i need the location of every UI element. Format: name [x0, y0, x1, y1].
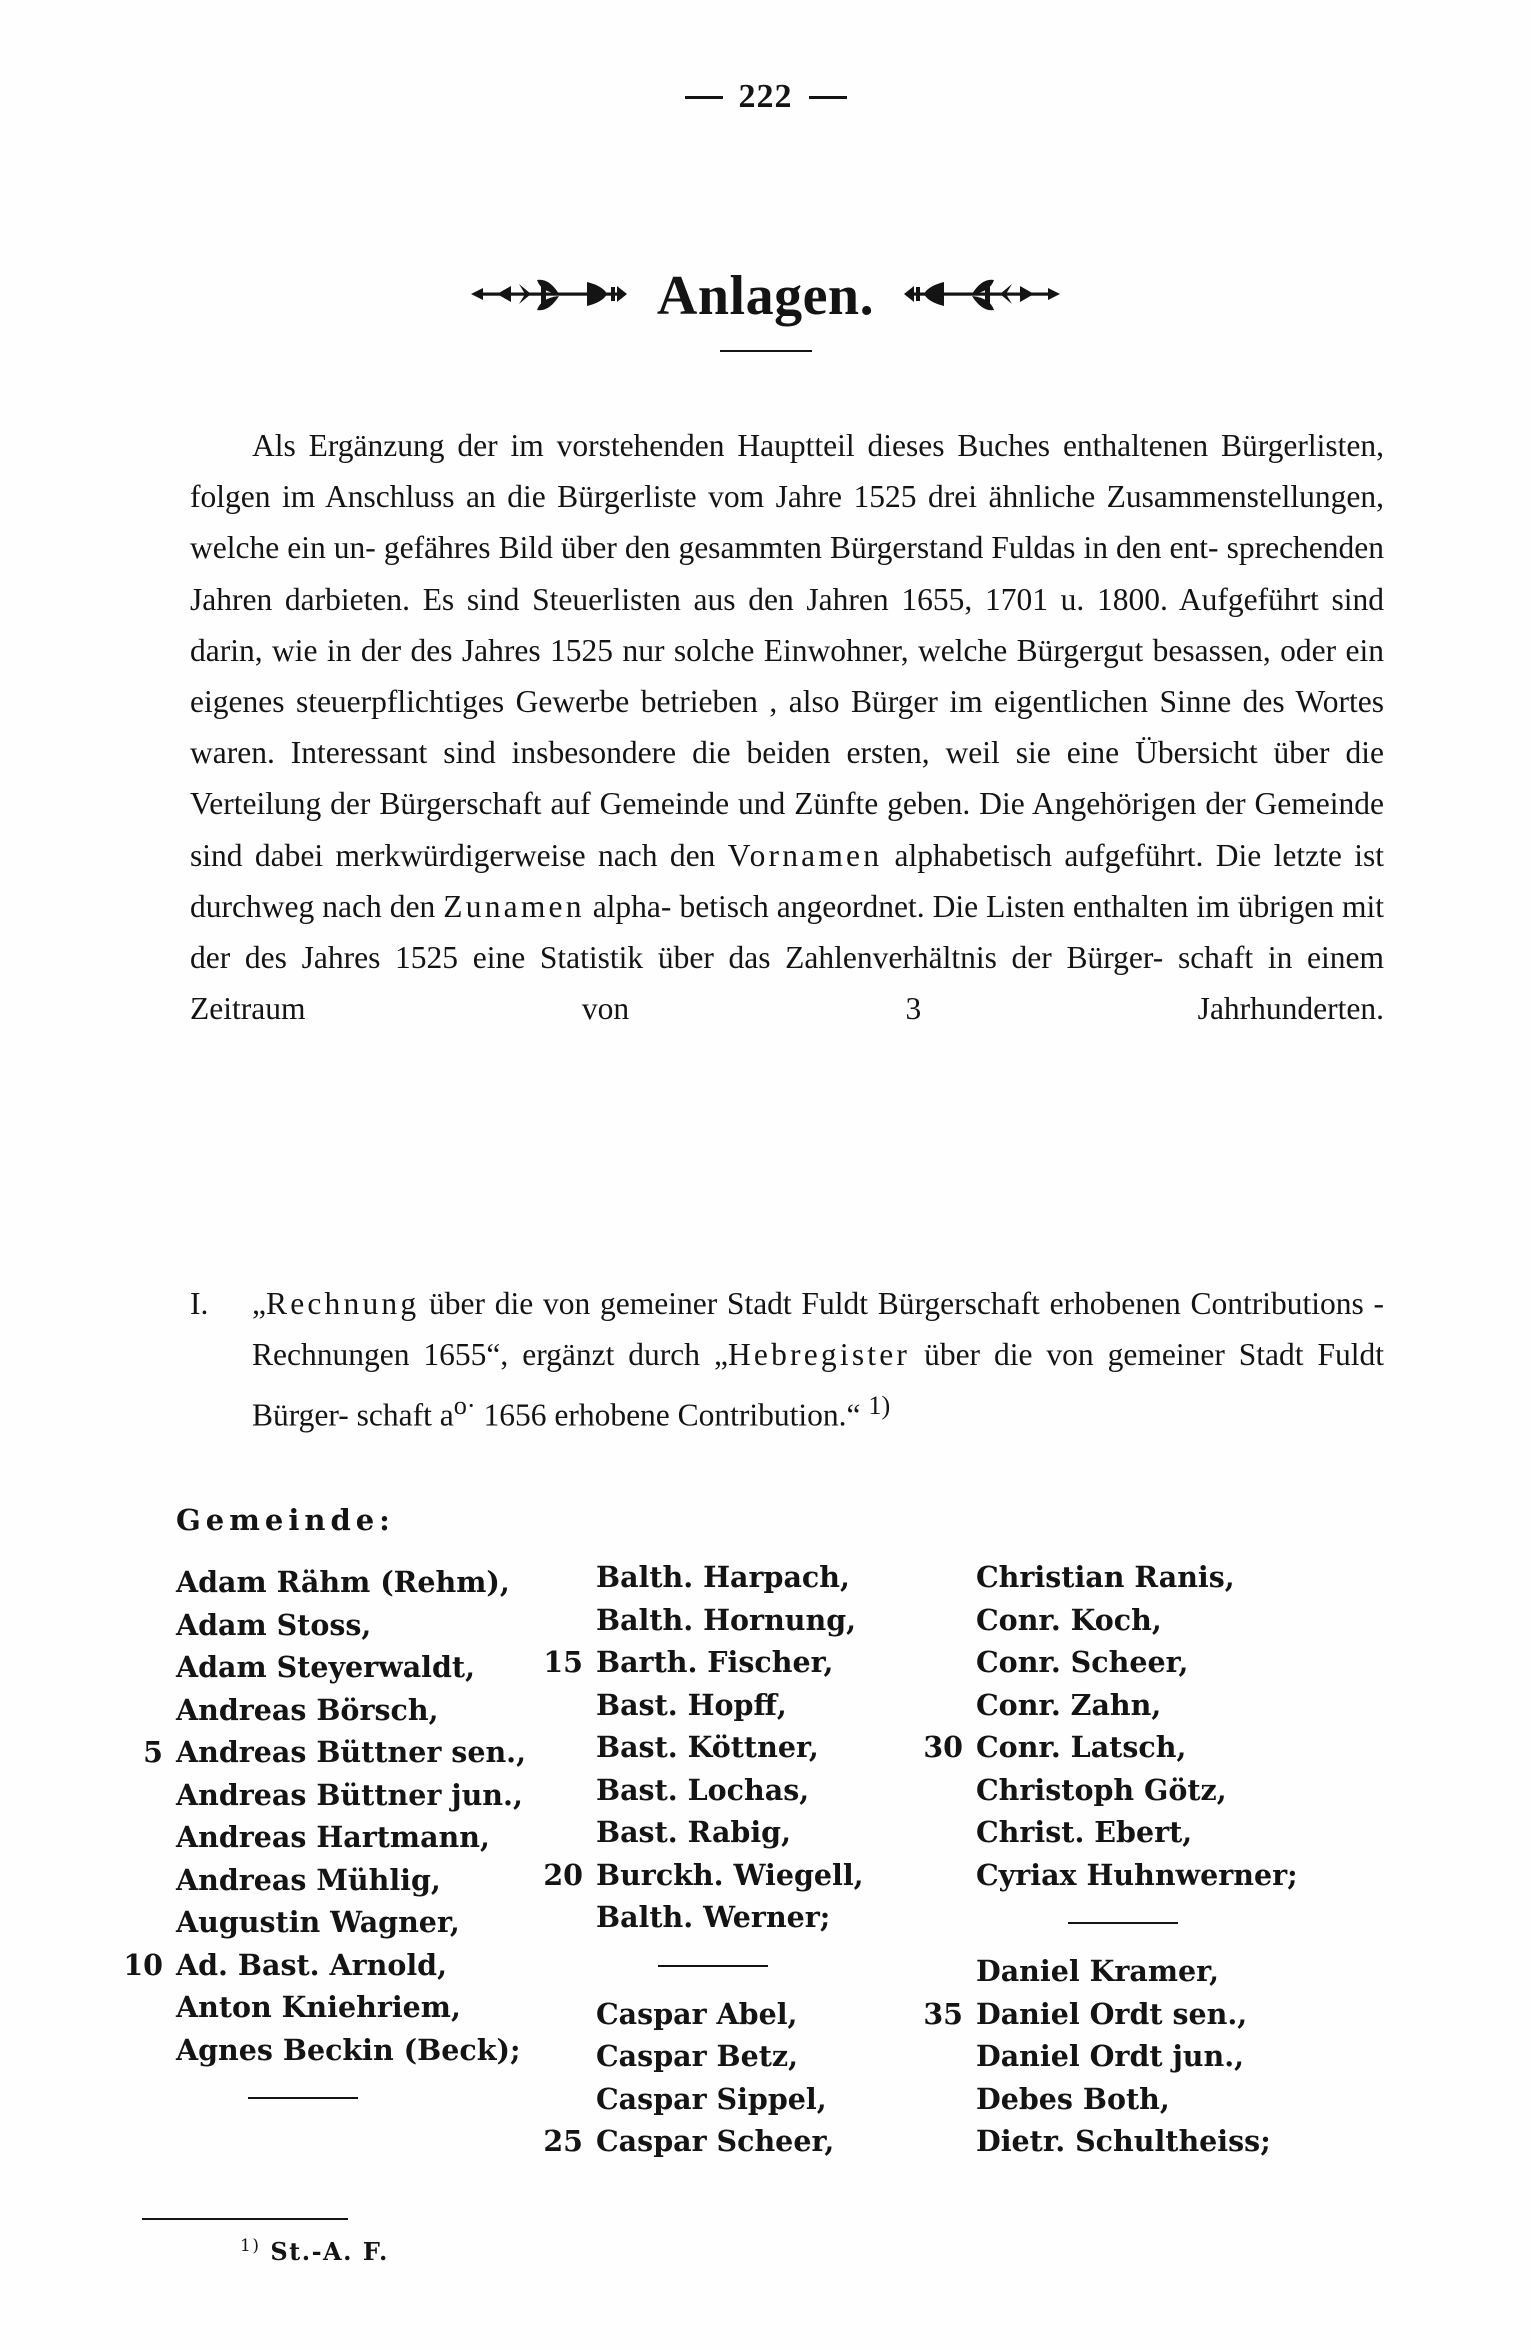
list-item [920, 1556, 1390, 1599]
section-title-block [0, 265, 1531, 352]
column-heading-spacer [920, 1503, 1390, 1556]
name-group [920, 1950, 1390, 2163]
person-name: Augustin Wagner, [176, 1905, 460, 1939]
person-name: Daniel Kramer, [976, 1954, 1220, 1988]
person-name: Andreas Börsch, [176, 1692, 439, 1727]
item-text: 1656 erhobene Contribution.“ [475, 1397, 869, 1433]
emphasis-zunamen: Zunamen [443, 888, 585, 924]
intro-line: alpha- [584, 888, 672, 924]
line-number: 10 [123, 1947, 163, 1982]
person-name: Balth. Hornung, [596, 1602, 857, 1637]
list-item [120, 1604, 540, 1647]
list-item [120, 1646, 540, 1689]
line-number: 35 [923, 1996, 963, 2031]
person-name: Adam Steyerwaldt, [176, 1650, 476, 1684]
list-item [920, 1726, 1390, 1769]
line-number: 30 [923, 1730, 963, 1764]
item-text: über die von gemeiner Stadt Fuldt Bürger- [252, 1337, 1385, 1433]
line-number: 15 [543, 1645, 583, 1679]
item-text: erhobenen Contributions - Rechnungen 1655“, ergänzt durch [252, 1286, 1384, 1373]
intro-line: steuerpflichtiges Gewerbe betrieben , also Bürger im eigentlichen [295, 684, 1148, 720]
intro-line: 1655, 1701 u. 1800. Aufgeführt sind darin, wie in der des Jahres 1525 [190, 581, 1384, 668]
intro-line: vom Jahre 1525 drei ähnliche Zusammenstellungen, welche ein un- [190, 479, 1384, 566]
person-name: Caspar Scheer, [596, 2124, 835, 2158]
intro-line: enthaltenen Bürgerlisten, folgen im Anschluss an die Bürgerliste [190, 428, 1385, 515]
emphasis-vornamen: Vornamen [727, 837, 883, 873]
group-divider [1068, 1922, 1178, 1924]
list-item [920, 1684, 1390, 1727]
list-item [120, 1901, 540, 1944]
footnote-divider [142, 2218, 348, 2220]
list-item [120, 1859, 540, 1902]
person-name: Adam Rähm (Rehm), [176, 1565, 510, 1599]
name-group [920, 1556, 1390, 1896]
list-item [120, 1774, 540, 1817]
list-item [920, 2035, 1390, 2078]
person-name: Ad. Bast. Arnold, [176, 1947, 448, 1982]
person-name: Cyriax Huhnwerner; [976, 1857, 1298, 1892]
person-name: Balth. Harpach, [596, 1560, 850, 1594]
list-item [920, 1854, 1390, 1897]
person-name: Andreas Büttner jun., [176, 1777, 523, 1812]
list-item [920, 1811, 1390, 1854]
list-item [540, 1684, 920, 1727]
page-title: Anlagen. [656, 265, 875, 327]
running-head [0, 78, 1531, 116]
list-item [540, 1556, 920, 1599]
person-name: Balth. Werner; [596, 1900, 831, 1934]
person-name: Adam Stoss, [176, 1607, 372, 1642]
name-group [540, 1556, 920, 1939]
list-item [540, 1896, 920, 1939]
person-name: Debes Both, [976, 2081, 1170, 2116]
person-name: Daniel Ordt jun., [976, 2039, 1245, 2073]
list-item [540, 1993, 920, 2036]
quote-open: „ [713, 1337, 728, 1373]
list-item [120, 1986, 540, 2029]
rule-left-icon [685, 96, 723, 99]
list-item [540, 1769, 920, 1812]
intro-line: Jahres 1525 eine Statistik über das Zahlenverhältnis der Bürger- [301, 940, 1164, 976]
list-item [920, 1769, 1390, 1812]
ordinal-superscript: o· [453, 1391, 476, 1421]
title-divider [720, 350, 812, 352]
footnote-marker: 1) [240, 2236, 261, 2256]
item-numeral: I. [190, 1286, 209, 1321]
person-name: Christian Ranis, [976, 1560, 1235, 1594]
line-number: 25 [543, 2124, 583, 2158]
person-name: Andreas Hartmann, [176, 1820, 490, 1854]
item-text: über die von gemeiner Stadt Fuldt Bürgerschaft [419, 1286, 1040, 1321]
name-column-3 [920, 1503, 1390, 2163]
list-item [540, 1854, 920, 1897]
list-item [920, 2120, 1390, 2163]
person-name: Conr. Koch, [976, 1602, 1162, 1637]
intro-line: aufgeführt. Die letzte ist durchweg nach den [190, 837, 1384, 924]
person-name: Andreas Mühlig, [176, 1862, 441, 1897]
footnote [240, 2236, 389, 2266]
list-item [920, 1993, 1390, 2036]
list-item [120, 1561, 540, 1604]
list-item [540, 1599, 920, 1642]
person-name: Agnes Beckin (Beck); [176, 2032, 521, 2067]
person-name: Caspar Sippel, [596, 2081, 827, 2116]
person-name: Christ. Ebert, [976, 1815, 1193, 1849]
column-heading-spacer [540, 1503, 920, 1556]
left-arrow-ornament-icon [471, 270, 631, 323]
line-number: 5 [143, 1735, 163, 1769]
footnote-text: St.-A. F. [270, 2237, 389, 2266]
person-name: Dietr. Schultheiss; [976, 2124, 1271, 2158]
quote-open: „ [252, 1286, 266, 1321]
emphasis-rechnung: Rechnung [265, 1286, 420, 1321]
list-item [120, 1731, 540, 1774]
list-item [920, 1641, 1390, 1684]
person-name: Daniel Ordt sen., [976, 1996, 1248, 2031]
person-name: Christoph Götz, [976, 1772, 1227, 1807]
person-name: Caspar Abel, [596, 1996, 798, 2031]
page-number: 222 [738, 78, 793, 115]
list-item [120, 2029, 540, 2072]
list-item [540, 2120, 920, 2163]
list-item [540, 2078, 920, 2121]
name-list-columns [120, 1503, 1420, 2163]
list-item [120, 1944, 540, 1987]
person-name: Bast. Hopff, [596, 1687, 787, 1722]
emphasis-hebregister: Hebregister [727, 1337, 911, 1373]
list-item [540, 1726, 920, 1769]
person-name: Bast. Köttner, [596, 1730, 819, 1764]
list-item [920, 2078, 1390, 2121]
name-column-2 [540, 1503, 920, 2163]
list-item [120, 1689, 540, 1732]
intro-line: schaft in einem Zeitraum von 3 Jahrhunderten. [190, 940, 1385, 1027]
person-name: Andreas Büttner sen., [176, 1735, 527, 1769]
intro-line: auf Gemeinde und Zünfte geben. Die Angehörigen der Gemeinde [550, 786, 1384, 822]
person-name: Barth. Fischer, [596, 1645, 834, 1679]
right-arrow-ornament-icon [900, 270, 1060, 323]
intro-line: sprechenden Jahren darbieten. Es sind Steuerlisten aus den Jahren [190, 530, 1385, 617]
rule-right-icon [809, 96, 847, 99]
intro-line: betisch angeordnet. Die Listen enthalten im übrigen mit der des [190, 888, 1385, 976]
person-name: Burckh. Wiegell, [596, 1857, 864, 1892]
list-item [920, 1599, 1390, 1642]
list-item [920, 1950, 1390, 1993]
list-item [540, 2035, 920, 2078]
intro-line: gefähres Bild über den gesammten Bürgerstand Fuldas in den ent- [383, 530, 1219, 566]
group-divider [658, 1965, 768, 1967]
list-item [540, 1641, 920, 1684]
person-name: Conr. Scheer, [976, 1645, 1189, 1679]
name-column-1 [120, 1503, 540, 2163]
list-item-roman-one [190, 1278, 1384, 1441]
group-divider [248, 2097, 358, 2099]
intro-line: Als Ergänzung der im vorstehenden Hauptteil dieses Buches [252, 428, 1051, 463]
person-name: Conr. Latsch, [976, 1730, 1187, 1764]
item-body [252, 1278, 1384, 1441]
intro-line: sind dabei merkwürdigerweise nach den [190, 837, 728, 873]
person-name: Conr. Zahn, [976, 1687, 1162, 1722]
item-text: schaft a [356, 1397, 454, 1433]
person-name: Bast. Lochas, [596, 1772, 810, 1807]
person-name: Bast. Rabig, [596, 1815, 792, 1849]
column-heading-gemeinde: Gemeinde: [176, 1503, 395, 1537]
intro-line: Sinne des Wortes waren. Interessant sind insbesondere die beiden [190, 684, 1384, 771]
footnote-reference: 1) [868, 1391, 891, 1421]
name-group [540, 1993, 920, 2163]
intro-paragraph [190, 420, 1384, 1034]
intro-line: alphabetisch [882, 837, 1052, 873]
name-group [120, 1561, 540, 2071]
line-number: 20 [543, 1857, 583, 1892]
intro-line: ersten, weil sie eine Übersicht über die Verteilung der Bürgerschaft [190, 735, 1384, 822]
list-item [540, 1811, 920, 1854]
person-name: Caspar Betz, [596, 2039, 799, 2073]
list-item [120, 1816, 540, 1859]
person-name: Anton Kniehriem, [176, 1990, 461, 2024]
intro-line: nur solche Einwohner, welche Bürgergut besassen, oder ein eigenes [190, 632, 1384, 720]
